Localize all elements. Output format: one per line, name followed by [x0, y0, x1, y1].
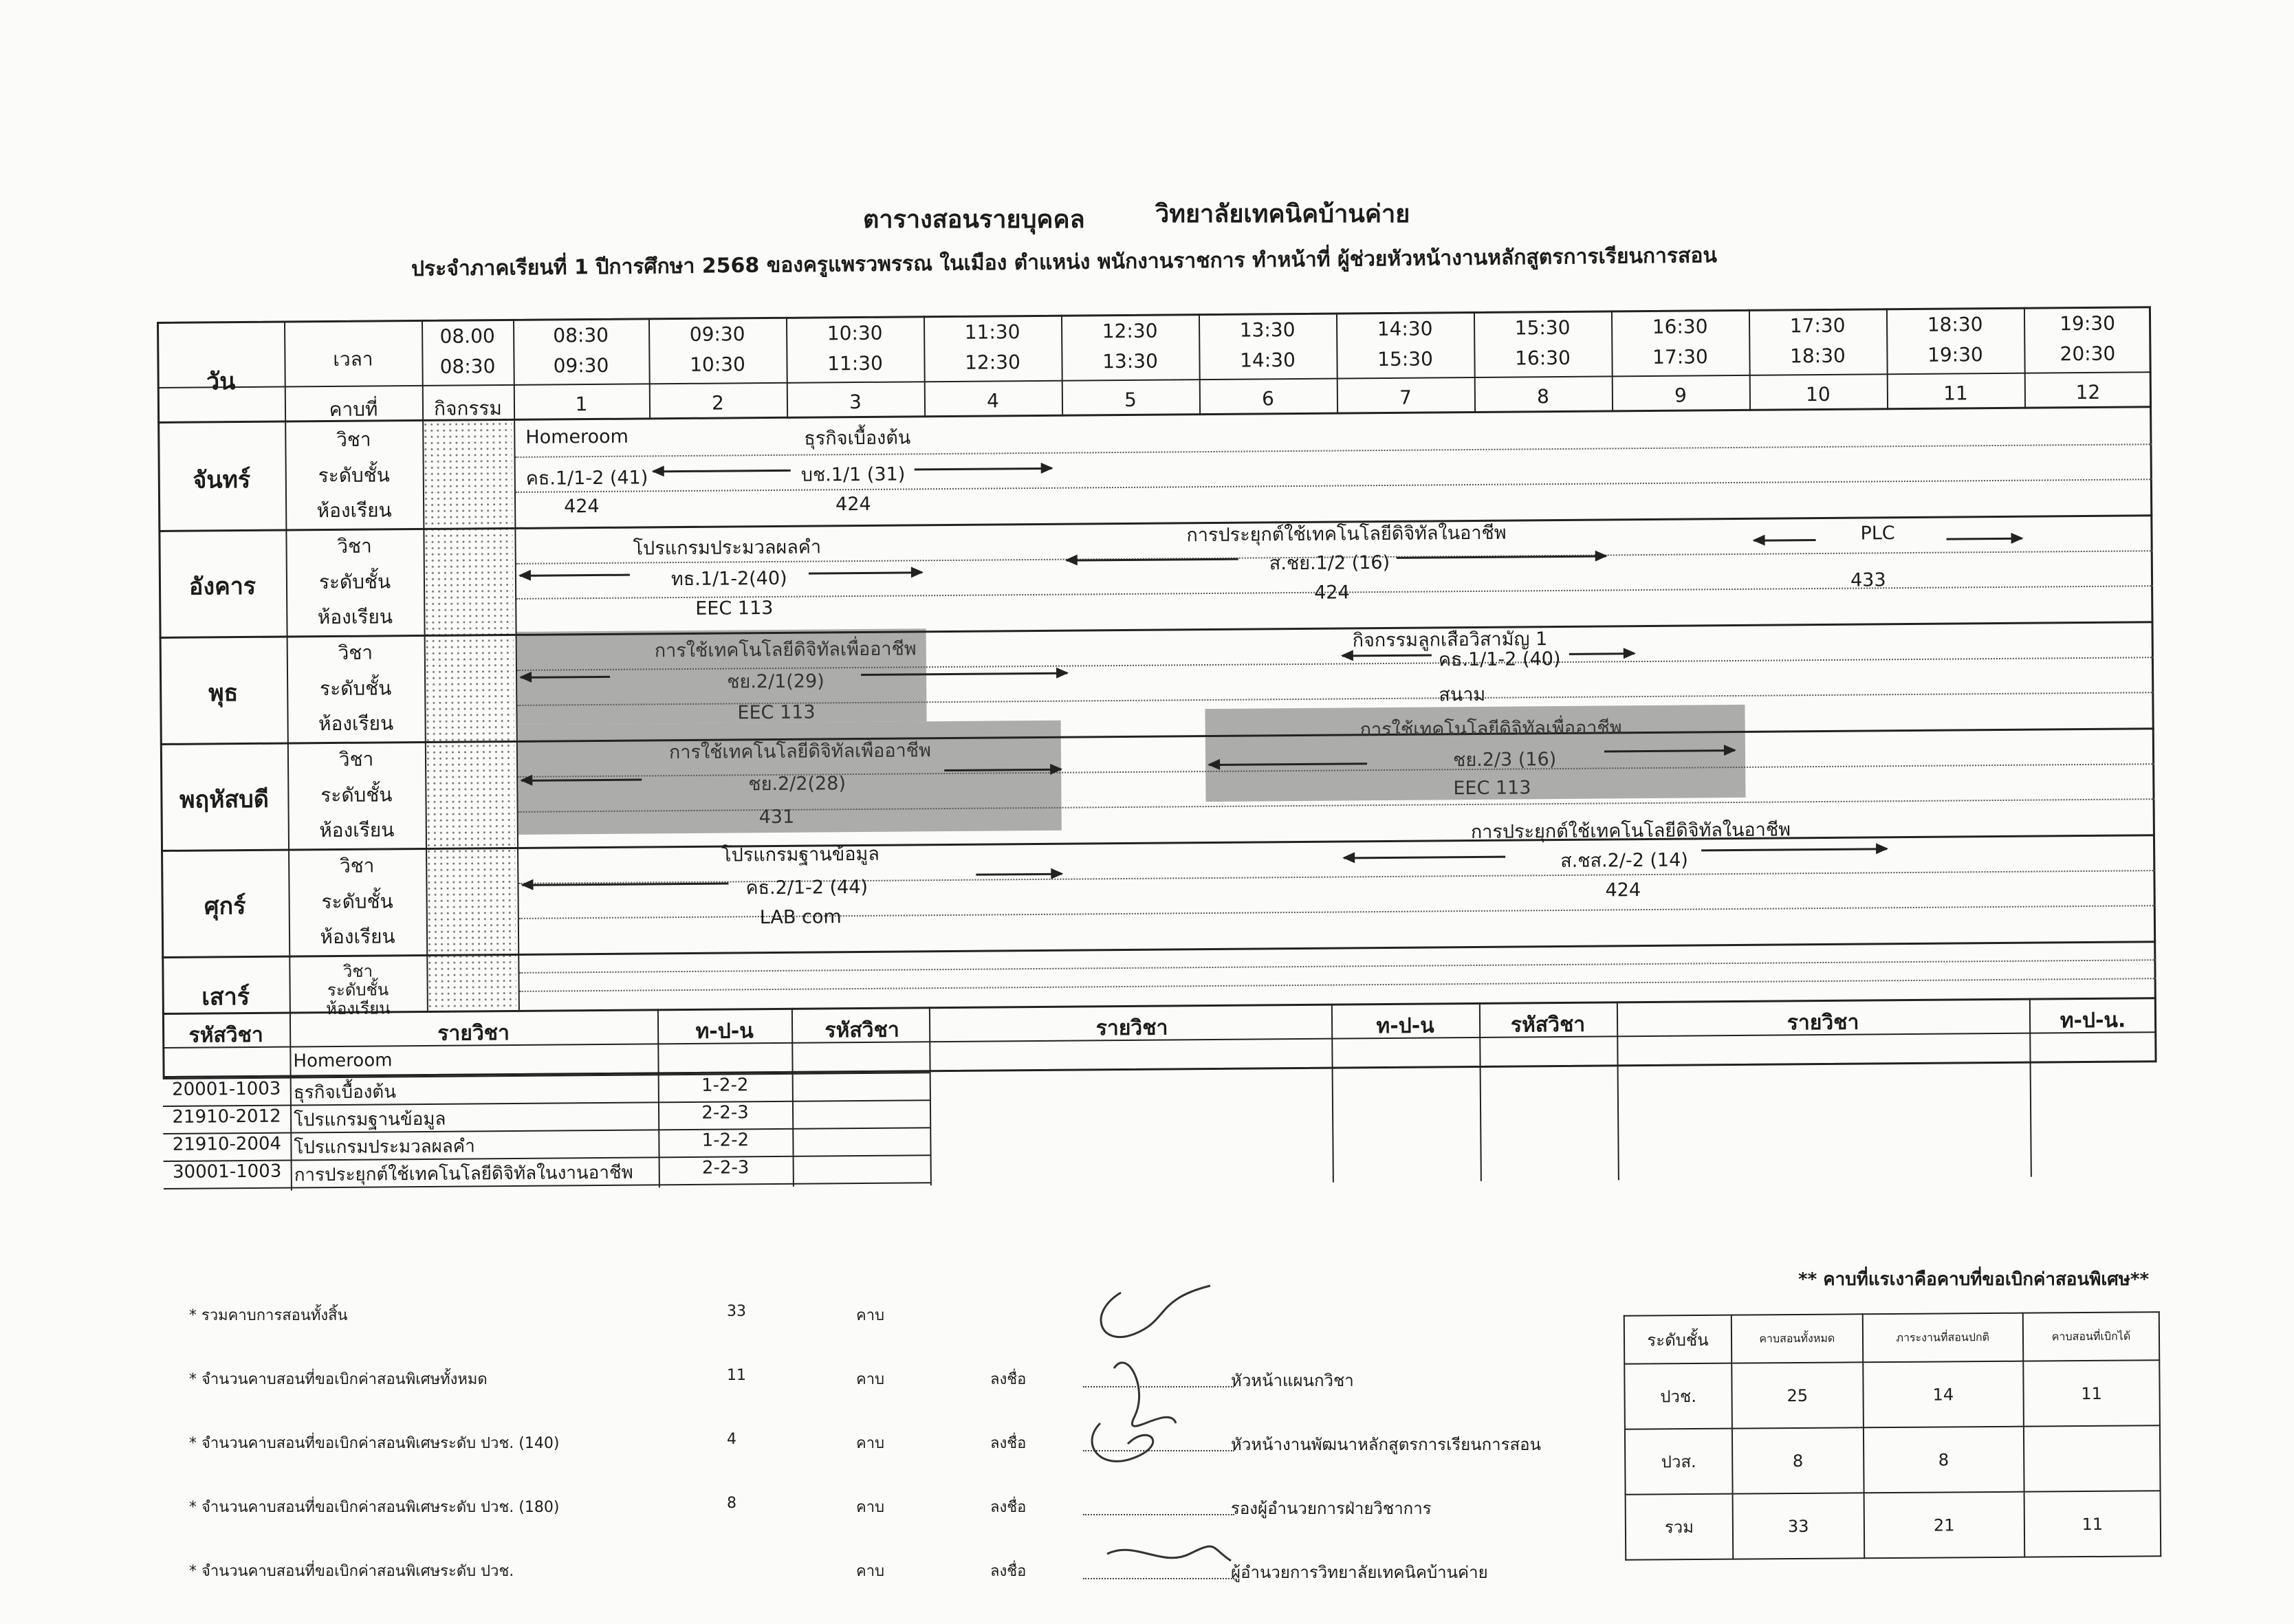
document-title: ตารางสอนรายบุคคล [863, 206, 1085, 234]
mon-plc-subject: PLC [1860, 523, 1895, 545]
day-saturday: เสาร์ [201, 983, 250, 1011]
time-start: 17:30 [1789, 314, 1846, 338]
thu-digital1-level: ชย.2/2(28) [748, 773, 846, 795]
totals-cell: 25 [1732, 1362, 1863, 1428]
mon-homeroom-room: 424 [564, 495, 600, 518]
time-end: 13:30 [1102, 349, 1158, 373]
time-start: 08.00 [439, 325, 495, 348]
document-subtitle: ประจำภาคเรียนที่ 1 ปีการศึกษา 2568 ของครูแพรวพรรณ ในเมือง ตำแหน่ง พนักงานราชการ ทำหน้าที่ ผู้ช่วยหัวหน้างานหลักสูตรการเรียนการสอน [411, 243, 1718, 281]
course-header: ท-ป-น [695, 1019, 754, 1044]
thu-digital1-room: 431 [758, 806, 795, 829]
time-end: 14:30 [1240, 348, 1296, 372]
thu-digital2-level: ชย.2/3 (16) [1452, 749, 1557, 771]
summary-label: * จำนวนคาบสอนที่ขอเบิกค่าสอนพิเศษระดับ ปวช. (180) [189, 1499, 560, 1516]
row-label: ห้องเรียน [319, 818, 395, 842]
row-label: ระดับชั้น [321, 890, 393, 913]
row-label: ระดับชั้น [327, 980, 389, 1000]
fri-database-room: LAB com [759, 906, 842, 929]
totals-cell: 8 [1864, 1427, 2024, 1493]
time-start: 19:30 [2060, 311, 2116, 336]
time-end: 19:30 [1927, 343, 1983, 366]
time-start: 13:30 [1239, 318, 1296, 342]
row-label: ระดับชั้น [319, 677, 392, 700]
period-number: 1 [575, 393, 588, 416]
sign-label: ลงชื่อ [990, 1499, 1027, 1516]
row-label: ระดับชั้น [318, 570, 391, 593]
signer-title: หัวหน้าแผนกวิชา [1231, 1371, 1354, 1390]
totals-cell: ปวส. [1625, 1429, 1733, 1495]
totals-cell [2024, 1425, 2161, 1491]
period-number: 12 [2075, 380, 2101, 404]
period-number: 4 [986, 389, 999, 413]
totals-cell: 11 [2024, 1491, 2161, 1557]
college-name: วิทยาลัยเทคนิคบ้านค่าย [1155, 200, 1410, 228]
period-number: กิจกรรม [433, 397, 503, 420]
time-end: 10:30 [690, 353, 745, 376]
summary-value: 33 [727, 1303, 746, 1320]
row-label: วิชา [342, 961, 373, 981]
signer-title: ผู้อำนวยการวิทยาลัยเทคนิคบ้านค่าย [1231, 1563, 1488, 1582]
course-header: รหัสวิชา [824, 1018, 899, 1043]
row-label: วิชา [339, 854, 375, 877]
course-name: โปรแกรมฐานข้อมูล [294, 1108, 446, 1131]
row-label: วิชา [337, 534, 372, 558]
wed-scout-room: สนาม [1439, 683, 1486, 706]
summary-unit: คาบ [856, 1563, 885, 1580]
totals-cell: 8 [1732, 1427, 1864, 1493]
course-code: 30001-1003 [172, 1161, 282, 1183]
mon-homeroom-level: คธ.1/1-2 (41) [525, 467, 648, 490]
time-end: 20:30 [2060, 342, 2116, 366]
period-number: 7 [1399, 386, 1412, 409]
row-label: ระดับชั้น [318, 463, 390, 487]
sign-label: ลงชื่อ [990, 1563, 1027, 1580]
signer-title: หัวหน้างานพัฒนาหลักสูตรการเรียนการสอน [1231, 1435, 1541, 1454]
activity-column-dots [422, 421, 516, 1013]
summary-unit: คาบ [856, 1371, 885, 1388]
row-label: ห้องเรียน [320, 925, 395, 949]
course-credits: 1-2-2 [701, 1075, 749, 1096]
wed-scout-subject: กิจกรรมลูกเสือวิสามัญ 1 [1352, 628, 1548, 652]
mon-business-room: 424 [835, 493, 871, 516]
row-label: ห้องเรียน [325, 998, 391, 1019]
fri-database-level: คธ.2/1-2 (44) [745, 876, 869, 899]
course-header: รายวิชา [1787, 1010, 1859, 1035]
period-number: 11 [1943, 382, 1968, 405]
time-start: 16:30 [1652, 315, 1708, 338]
day-thursday: พฤหัสบดี [179, 785, 270, 814]
summary-value: 8 [727, 1495, 736, 1512]
totals-header: คาบสอนทั้งหมด [1732, 1314, 1863, 1363]
row-label: วิชา [336, 428, 371, 451]
row-label: ระดับชั้น [320, 783, 393, 806]
summary-unit: คาบ [856, 1435, 885, 1452]
period-number: 10 [1805, 382, 1831, 406]
row-label: ห้องเรียน [317, 605, 393, 629]
wed-digital-room: EEC 113 [737, 701, 816, 724]
summary-label: * จำนวนคาบสอนที่ขอเบิกค่าสอนพิเศษระดับ ปวช. [189, 1563, 514, 1580]
course-code: 20001-1003 [172, 1078, 281, 1100]
summary-label: * จำนวนคาบสอนที่ขอเบิกค่าสอนพิเศษทั้งหมด [189, 1371, 488, 1388]
course-credits: 2-2-3 [701, 1157, 750, 1178]
day-wednesday: พุธ [208, 679, 239, 707]
totals-table [1624, 1311, 2161, 1560]
totals-header: คาบสอนที่เบิกได้ [2023, 1312, 2160, 1361]
time-end: 11:30 [827, 351, 883, 375]
period-number: 2 [711, 391, 724, 415]
signature-marks [1073, 1265, 1258, 1588]
row-label: วิชา [338, 641, 373, 664]
totals-cell: 14 [1863, 1361, 2024, 1428]
thu-digital2-room: EEC 113 [1453, 777, 1531, 800]
thu-digital2-subject: การใช้เทคโนโลยีดิจิทัลเพื่ออาชีพ [1359, 717, 1622, 741]
totals-cell: 11 [2023, 1360, 2160, 1426]
time-end: 09:30 [553, 353, 609, 377]
time-end: 18:30 [1789, 344, 1846, 368]
time-start: 10:30 [827, 321, 883, 345]
tue-digital-subject: การประยุกต์ใช้เทคโนโลยีดิจิทัลในอาชีพ [1186, 522, 1507, 547]
tue-wordproc-level: ทธ.1/1-2(40) [670, 567, 787, 591]
tue-digital-room: 424 [1314, 582, 1350, 604]
period-number: 9 [1674, 384, 1687, 407]
period-label: คาบที่ [329, 397, 378, 421]
course-header: รายวิชา [437, 1021, 510, 1046]
course-code: 21910-2004 [172, 1133, 282, 1155]
totals-cell: 21 [1864, 1492, 2024, 1559]
summary-label: * จำนวนคาบสอนที่ขอเบิกค่าสอนพิเศษระดับ ปวช. (140) [189, 1435, 560, 1452]
time-end: 12:30 [965, 351, 1020, 374]
time-end: 08:30 [439, 355, 496, 378]
totals-cell: 33 [1733, 1493, 1864, 1559]
totals-cell: ปวช. [1624, 1363, 1732, 1429]
thu-digital1-subject: การใช้เทคโนโลยีดิจิทัลเพื่ออาชีพ [668, 740, 931, 764]
course-header: รหัสวิชา [1510, 1012, 1586, 1038]
course-name: Homeroom [293, 1050, 393, 1072]
period-number: 5 [1124, 388, 1137, 411]
time-start: 11:30 [964, 320, 1020, 344]
time-end: 16:30 [1514, 346, 1571, 370]
mon-plc-room: 433 [1850, 569, 1886, 591]
fri-database-subject: โปรแกรมฐานข้อมูล [721, 843, 880, 866]
day-monday: จันทร์ [193, 465, 251, 494]
course-credits: 1-2-2 [701, 1130, 750, 1151]
tue-wordproc-subject: โปรแกรมประมวลผลคำ [633, 536, 822, 560]
summary-unit: คาบ [856, 1499, 885, 1516]
summary-label: * รวมคาบการสอนทั้งสิ้น [189, 1307, 348, 1324]
course-header: ท-ป-น. [2060, 1008, 2126, 1033]
totals-header: ภาระงานที่สอนปกติ [1862, 1313, 2023, 1363]
signer-title: รองผู้อำนวยการฝ่ายวิชาการ [1231, 1499, 1432, 1518]
period-number: 8 [1536, 385, 1549, 408]
course-code: 21910-2012 [172, 1106, 281, 1128]
fri-digital-room: 424 [1605, 879, 1641, 901]
time-start: 08:30 [553, 323, 609, 347]
course-name: ธุรกิจเบื้องต้น [293, 1082, 397, 1104]
day-tuesday: อังคาร [188, 572, 256, 601]
timetable-grid [157, 306, 2157, 1186]
course-name: การประยุกต์ใช้เทคโนโลยีดิจิทัลในงานอาชีพ [294, 1162, 633, 1186]
mon-business-subject: ธุรกิจเบื้องต้น [804, 427, 911, 450]
time-start: 15:30 [1514, 316, 1571, 340]
sign-label: ลงชื่อ [990, 1371, 1027, 1388]
time-start: 18:30 [1927, 313, 1983, 336]
period-number: 3 [849, 390, 862, 414]
course-header: ท-ป-น [1376, 1013, 1434, 1039]
course-header: รหัสวิชา [188, 1022, 263, 1048]
totals-header: ระดับชั้น [1624, 1315, 1732, 1364]
mon-business-level: บช.1/1 (31) [800, 463, 906, 486]
time-start: 14:30 [1377, 317, 1433, 341]
wed-scout-level: คธ.1/1-2 (40) [1438, 648, 1561, 671]
time-label: เวลา [333, 347, 373, 371]
fri-digital-level: ส.ชส.2/-2 (14) [1560, 849, 1688, 872]
course-name: โปรแกรมประมวลผลคำ [294, 1136, 475, 1159]
day-friday: ศุกร์ [204, 892, 246, 921]
tue-wordproc-room: EEC 113 [695, 597, 774, 619]
mon-homeroom-subject: Homeroom [525, 426, 629, 448]
wed-digital-subject: การใช้เทคโนโลยีดิจิทัลเพื่ออาชีพ [654, 638, 917, 662]
course-header: รายวิชา [1095, 1016, 1168, 1041]
summary-value: 11 [727, 1367, 746, 1384]
period-number: 6 [1261, 387, 1274, 410]
sign-label: ลงชื่อ [990, 1435, 1027, 1452]
time-start: 12:30 [1102, 319, 1158, 343]
summary-value: 4 [727, 1431, 736, 1448]
time-start: 09:30 [689, 322, 745, 346]
wed-digital-level: ชย.2/1(29) [727, 670, 824, 693]
special-note: ** คาบที่แรเงาคือคาบที่ขอเบิกค่าสอนพิเศษ** [1798, 1269, 2150, 1290]
fri-digital-subject: การประยุกต์ใช้เทคโนโลยีดิจิทัลในอาชีพ [1470, 819, 1791, 844]
time-end: 15:30 [1377, 347, 1433, 371]
row-label: ห้องเรียน [316, 498, 392, 523]
course-credits: 2-2-3 [701, 1102, 749, 1123]
time-end: 17:30 [1652, 345, 1708, 369]
row-label: ห้องเรียน [318, 712, 394, 736]
day-header: วัน [206, 368, 236, 396]
totals-cell: รวม [1626, 1494, 1734, 1560]
row-label: วิชา [338, 747, 374, 771]
summary-unit: คาบ [856, 1307, 885, 1324]
tue-digital-level: ส.ชย.1/2 (16) [1269, 551, 1390, 575]
